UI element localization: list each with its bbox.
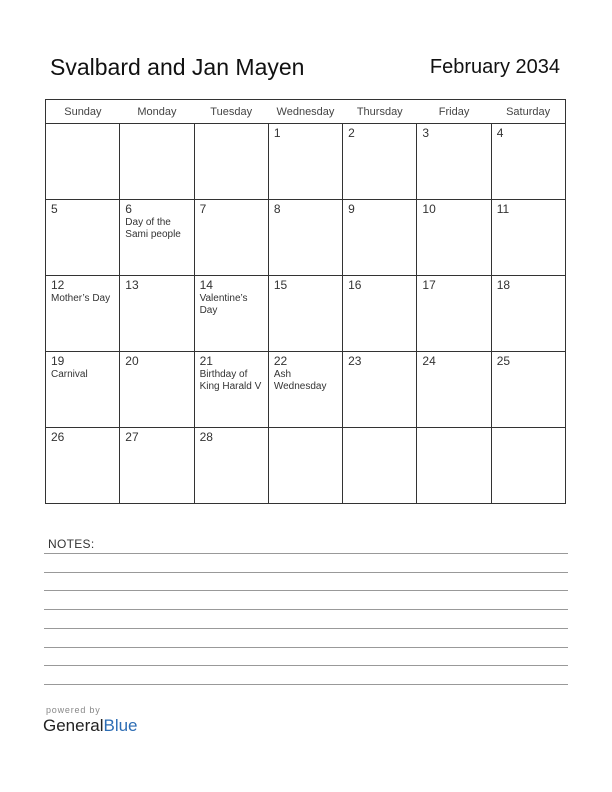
- calendar-grid: [45, 99, 566, 504]
- holiday-label: Day of the Sami people: [125, 217, 181, 240]
- day-number: 26: [51, 430, 65, 444]
- month-label: February 2034: [429, 56, 560, 78]
- weekday-thursday: Thursday: [343, 100, 417, 124]
- day-number: 21: [199, 354, 213, 368]
- day-cell: [417, 276, 491, 352]
- holiday-label: Valentine’s Day: [199, 293, 248, 316]
- generalblue-logo: [43, 716, 138, 736]
- day-cell: [343, 276, 417, 352]
- holiday-label: Mother’s Day: [51, 293, 111, 304]
- day-cell: [491, 428, 565, 504]
- day-number: 13: [125, 278, 139, 292]
- day-number: 24: [422, 354, 436, 368]
- logo-blue: Blue: [103, 716, 138, 735]
- day-cell: [268, 124, 342, 200]
- calendar-title: Svalbard and Jan Mayen: [50, 54, 305, 80]
- weekday-tuesday: Tuesday: [194, 100, 268, 124]
- notes-label: NOTES:: [48, 537, 95, 551]
- holiday-label: Ash Wednesday: [273, 369, 327, 392]
- day-cell: [343, 428, 417, 504]
- note-line: [44, 647, 568, 648]
- day-number: 10: [422, 202, 436, 216]
- note-line: [44, 609, 568, 610]
- weekday-sunday: Sunday: [46, 100, 120, 124]
- day-cell: [120, 352, 194, 428]
- day-cell: [417, 200, 491, 276]
- day-number: 22: [273, 354, 288, 368]
- day-number: 1: [273, 126, 281, 140]
- day-number: 17: [422, 278, 436, 292]
- day-cell: [120, 276, 194, 352]
- day-cell: [417, 124, 491, 200]
- day-number: 5: [51, 202, 58, 216]
- note-line: [44, 590, 568, 591]
- day-cell: [343, 200, 417, 276]
- day-number: 27: [125, 430, 139, 444]
- day-cell: [343, 352, 417, 428]
- day-number: 14: [199, 278, 213, 292]
- day-cell: [491, 124, 565, 200]
- day-cell: [120, 124, 194, 200]
- weekday-friday: Friday: [417, 100, 491, 124]
- day-cell: [268, 200, 342, 276]
- weekday-wednesday: Wednesday: [268, 100, 342, 124]
- day-cell: [46, 352, 120, 428]
- day-cell: [120, 200, 194, 276]
- holiday-label: Carnival: [51, 369, 88, 380]
- day-cell: [194, 428, 268, 504]
- note-line: [44, 684, 568, 685]
- day-number: 23: [348, 354, 362, 368]
- day-number: 9: [348, 202, 355, 216]
- note-line: [44, 628, 568, 629]
- note-line: [44, 553, 568, 554]
- day-cell: [194, 124, 268, 200]
- day-number: 8: [273, 202, 281, 216]
- day-number: 20: [125, 354, 139, 368]
- day-number: 2: [348, 126, 355, 140]
- day-number: 15: [273, 278, 288, 292]
- day-cell: [46, 200, 120, 276]
- day-cell: [491, 200, 565, 276]
- day-cell: [194, 352, 268, 428]
- day-cell: [491, 276, 565, 352]
- day-cell: [491, 352, 565, 428]
- day-number: 4: [496, 126, 504, 140]
- weekday-header-row: [46, 100, 566, 124]
- day-cell: [268, 276, 342, 352]
- day-cell: [120, 428, 194, 504]
- powered-by-text: powered by: [46, 705, 101, 715]
- day-cell: [46, 124, 120, 200]
- note-line: [44, 665, 568, 666]
- weekday-saturday: Saturday: [491, 100, 565, 124]
- day-number: 7: [199, 202, 207, 216]
- day-cell: [194, 200, 268, 276]
- day-cell: [417, 352, 491, 428]
- day-cell: [268, 352, 342, 428]
- weekday-monday: Monday: [120, 100, 194, 124]
- day-cell: [46, 276, 120, 352]
- day-number: 12: [51, 278, 65, 292]
- day-cell: [194, 276, 268, 352]
- day-cell: [46, 428, 120, 504]
- day-number: 6: [125, 202, 132, 216]
- week-row: [46, 124, 566, 200]
- day-number: 3: [422, 126, 430, 140]
- note-line: [44, 572, 568, 573]
- day-cell: [343, 124, 417, 200]
- week-row: [46, 428, 566, 504]
- day-cell: [268, 428, 342, 504]
- day-number: 18: [496, 278, 511, 292]
- week-row: [46, 352, 566, 428]
- day-number: 25: [496, 354, 511, 368]
- logo-general: General: [43, 716, 104, 735]
- week-row: [46, 276, 566, 352]
- day-number: 28: [199, 430, 213, 444]
- day-number: 11: [496, 202, 510, 216]
- day-cell: [417, 428, 491, 504]
- holiday-label: Birthday of King Harald V: [199, 369, 262, 392]
- day-number: 19: [51, 354, 65, 368]
- week-row: [46, 200, 566, 276]
- day-number: 16: [348, 278, 362, 292]
